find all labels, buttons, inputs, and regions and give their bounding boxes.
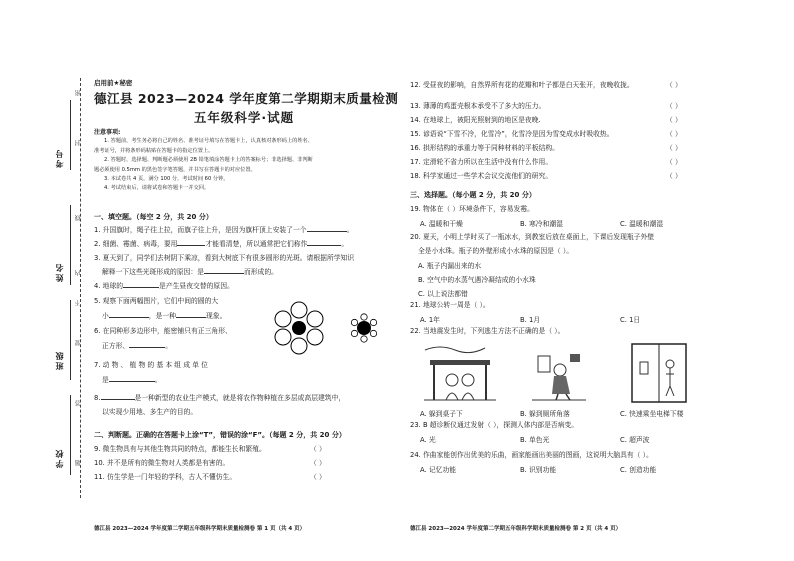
option-c[interactable]: C. 1日 — [620, 316, 641, 324]
question-5: 5. 观察下面两幅图片，它们中间的圆的大 — [94, 297, 219, 305]
section-judge-heading: 二、判断题。正确的在答题卡上涂“T”，错误的涂“F”。（每题 2 分，共 20 分） — [94, 431, 346, 439]
answer-paren[interactable]: （ ） — [666, 81, 682, 89]
class-blank — [70, 300, 71, 380]
question-1: 1. 升国旗时，绳子往上拉，而旗子往上升，是因为旗杆顶上安装了一个 。 — [94, 226, 354, 234]
question-11: 11. 仿生学是一门年轻的学科，古人不懂仿生。 — [94, 473, 237, 481]
cut-mark: 答 — [75, 400, 82, 406]
exam-notes — [94, 128, 394, 194]
elevator-picture — [632, 344, 686, 402]
under-table-picture — [424, 347, 496, 400]
answer-paren[interactable]: （ ） — [666, 102, 682, 110]
question-7-cont: 是 。 — [102, 376, 162, 384]
secret-label: 启用前★秘密 — [94, 79, 133, 87]
question-18: 18. 科学家通过一些学术会议交流他们的研究。 — [410, 172, 553, 180]
answer-blank[interactable] — [109, 317, 149, 318]
exam-no-blank — [70, 100, 71, 170]
question-22: 22. 当地震发生时，下列逃生方法不正确的是（ ）。 — [410, 327, 565, 335]
cut-mark: 密 — [75, 90, 82, 96]
answer-blank[interactable] — [176, 317, 206, 318]
exam-no-label: 考号 — [55, 148, 64, 168]
question-8-cont: 以实现少用地、多生产的目的。 — [102, 408, 198, 416]
question-13: 13. 薄薄的鸡蛋壳根本承受不了多大的压力。 — [410, 102, 546, 110]
answer-paren[interactable]: （ ） — [666, 130, 682, 138]
section-choice-heading: 三、选择题。（每小题 2 分，共 20 分） — [410, 191, 536, 199]
exam-subtitle: 五年级科学·试题 — [193, 110, 295, 125]
answer-blank[interactable] — [101, 399, 135, 400]
question-3-cont: 解释一下这些光斑形成的原因：是 而形成的。 — [102, 268, 278, 276]
answer-paren[interactable]: （ ） — [310, 459, 326, 467]
question-6: 6. 在同种形多边形中，能密铺只有正三角形、 — [94, 327, 232, 335]
answer-blank[interactable] — [307, 231, 347, 232]
option-b[interactable]: B. 躲到厕所角落 — [520, 410, 570, 418]
answer-paren[interactable]: （ ） — [666, 144, 682, 152]
option-b[interactable]: B. 识别功能 — [520, 466, 557, 474]
question-5-cont: 小 ，是一种 现象。 — [102, 312, 227, 320]
question-7: 7. 动 物 、 植 物 的 基 本 组 成 单 位 — [94, 361, 208, 369]
circle-illusion-figure — [264, 298, 394, 358]
cut-mark: 不 — [75, 300, 82, 306]
question-21: 21. 地球公转一周是（ ）。 — [410, 301, 490, 309]
option-c[interactable]: C. 以上说法都错 — [418, 290, 468, 298]
illusion-left — [275, 302, 323, 354]
question-20: 20. 夏天，小明上学时买了一瓶冰水，到教室后放在桌面上，下课后发现瓶子外壁 — [410, 233, 655, 241]
answer-blank[interactable] — [123, 287, 159, 288]
answer-paren[interactable]: （ ） — [666, 172, 682, 180]
name-blank — [70, 205, 71, 285]
cut-mark: 要 — [75, 340, 82, 346]
illusion-right — [351, 314, 376, 342]
question-24: 24. 作曲家能创作出优美的乐曲，画家能画出美丽的图画，这说明大脑具有（ ）。 — [410, 451, 653, 459]
section-fill-heading: 一、填空题。（每空 2 分，共 20 分） — [94, 213, 213, 221]
binding-margin — [0, 0, 88, 561]
option-a[interactable]: A. 躲到桌子下 — [420, 410, 463, 418]
question-17: 17. 定滑轮不省力所以在生活中没有什么作用。 — [410, 158, 553, 166]
option-a[interactable]: A. 温暖和干燥 — [420, 220, 463, 228]
answer-paren[interactable]: （ ） — [310, 445, 326, 453]
note-line: 1. 答题前，考生务必将自己的姓名、准考证号填写在答题卡上，认真核对条形码上的姓名、 — [104, 138, 313, 145]
school-blank — [70, 395, 71, 475]
question-2: 2. 细菌、霉菌、病毒，要用 才能看清楚，所以通常把它们称作 。 — [94, 240, 349, 248]
answer-blank[interactable] — [204, 273, 244, 274]
option-a[interactable]: A. 光 — [420, 436, 436, 444]
option-c[interactable]: C. 创造功能 — [620, 466, 657, 474]
option-c[interactable]: C. 快速乘坐电梯下楼 — [620, 410, 684, 418]
option-c[interactable]: C. 超声波 — [620, 436, 650, 444]
note-line: 题必须使用 0.5mm 的黑色签字笔答题，并书写在答题卡的对应位置。 — [94, 166, 256, 173]
note-line: 4. 考试结束后，请将试卷和答题卡一并交回。 — [104, 185, 210, 192]
option-c[interactable]: C. 温暖和潮湿 — [620, 220, 664, 228]
option-b[interactable]: B. 空气中的水蒸气遇冷凝结成的小水珠 — [418, 276, 536, 284]
option-a[interactable]: A. 瓶子内漏出来的水 — [418, 262, 482, 270]
name-label: 姓名 — [55, 262, 64, 282]
cut-mark: 线 — [75, 215, 82, 221]
question-3: 3. 夏天到了，同学们去树阴下乘凉，看到大树底下有很多圆形的光斑。请根据所学知识 — [94, 254, 355, 262]
cut-mark: 题 — [75, 460, 82, 466]
question-16: 16. 拱形结构的承重力等于同种材料的平板结构。 — [410, 144, 559, 152]
question-14: 14. 在地球上，被阳光照射到的地区是夜晚. — [410, 116, 541, 124]
note-line: 3. 本试卷共 4 页，满分 100 分，考试时间 60 分钟。 — [104, 176, 229, 183]
option-b[interactable]: B. 寒冷和潮湿 — [520, 220, 563, 228]
answer-blank[interactable] — [129, 347, 165, 348]
note-line: 2. 答题时，选择题、判断题必须使用 2B 铅笔填涂答题卡上的答案标号；非选择题、非判断 — [104, 157, 313, 164]
question-9: 9. 微生物具有与其他生物共同的特点，都能生长和繁殖。 — [94, 445, 266, 453]
school-label: 学校 — [55, 448, 64, 468]
question-10: 10. 并不是所有的微生物对人类都是有害的。 — [94, 459, 230, 467]
question-6-cont: 正方形、 。 — [102, 342, 172, 350]
question-12: 12. 受昼夜的影响，自然界所有花的花瓣和叶子都是白天张开，夜晚收拢。 — [410, 81, 634, 89]
option-b[interactable]: B. 1月 — [520, 316, 541, 324]
cut-mark: 内 — [75, 270, 82, 276]
option-b[interactable]: B. 单色光 — [520, 436, 550, 444]
answer-paren[interactable]: （ ） — [666, 116, 682, 124]
question-8: 8. 是一种新型的农业生产模式，就是将农作物种植在多层或高层建筑中， — [94, 394, 346, 402]
question-15: 15. 谚语说“下雪不冷，化雪冷”，化雪冷是因为雪变成水时吸收热。 — [410, 130, 614, 138]
exam-title: 德江县 2023—2024 学年度第二学期期末质量检测 — [94, 91, 399, 106]
question-20-cont: 全是小水珠。瓶子的外壁形成小水珠的原因是（ ）。 — [418, 247, 574, 255]
cut-mark: 封 — [75, 140, 82, 146]
answer-blank[interactable] — [177, 245, 205, 246]
question-23: 23. B 超诊断仪通过发射（ ），探测人体内部是否病变。 — [410, 421, 579, 429]
answer-paren[interactable]: （ ） — [310, 473, 326, 481]
notes-heading: 注意事项: — [94, 129, 121, 136]
footer-page-2: 德江县 2023—2024 学年度第二学期五年级科学期末质量检测卷 第 2 页（共 4 页） — [410, 526, 622, 532]
earthquake-figures — [420, 342, 700, 406]
footer-page-1: 德江县 2023—2024 学年度第二学期五年级科学期末质量检测卷 第 1 页（共 4 页） — [94, 526, 306, 532]
question-19: 19. 物体在（ ）环境条件下，容易发霉。 — [410, 205, 534, 213]
answer-blank[interactable] — [307, 245, 341, 246]
note-line: 准考证号，并将条形码粘贴在答题卡的指定位置上。 — [94, 147, 214, 154]
question-4: 4. 地球的 是产生昼夜交替的原因。 — [94, 282, 234, 290]
class-label: 班级 — [55, 350, 64, 370]
option-a[interactable]: A. 记忆功能 — [420, 466, 457, 474]
answer-blank[interactable] — [109, 381, 155, 382]
toilet-corner-picture — [532, 354, 586, 400]
answer-paren[interactable]: （ ） — [666, 158, 682, 166]
option-a[interactable]: A. 1年 — [420, 316, 440, 324]
